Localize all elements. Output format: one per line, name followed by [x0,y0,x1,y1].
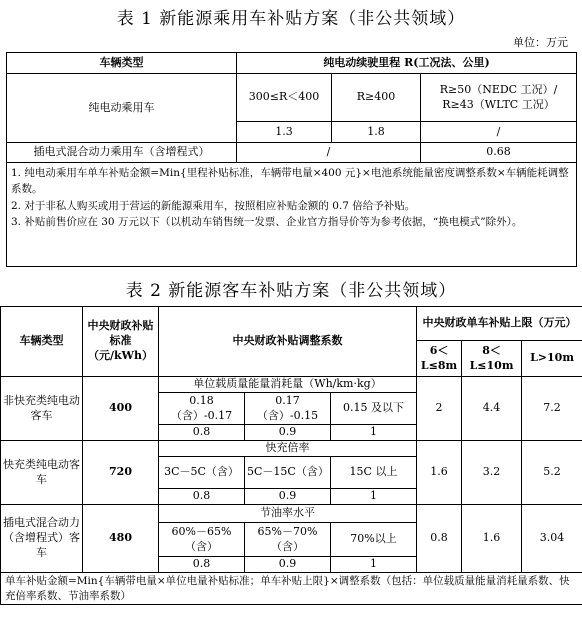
row0-l3: 7.2 [522,377,582,441]
row1-l2: 3.2 [462,441,522,505]
row2-type: 插电式混合动力（含增程式）客车 [1,505,83,573]
row0-l2: 4.4 [462,377,522,441]
row1-c3: 15C 以上 [331,457,417,489]
phev-label: 插电式混合动力乘用车（含增程式） [7,143,237,163]
range-col2: R≥400 [332,74,421,122]
row2-coef-title: 节油率水平 [159,505,417,523]
row1-type: 快充类纯电动客车 [1,441,83,505]
phev-val2: 0.68 [421,143,577,163]
row1-c1: 3C－5C（含） [159,457,245,489]
h-coef: 中央财政补贴调整系数 [159,307,417,377]
phev-val1: / [237,143,421,163]
table2 [0,306,582,605]
range-col1: 300≤R＜400 [237,74,332,122]
bev-val3: / [421,122,577,143]
row0-c1: 0.18（含）-0.17 [159,393,245,425]
table1-unit: 单位：万元 [513,36,568,49]
range-col3 [421,74,577,122]
row0-f2: 0.9 [245,425,331,441]
row0-standard: 400 [83,377,159,441]
note-3: 3. 补贴前售价应在 30 万元以下（以机动车销售统一发票、企业官方指导价等为参考依据，“换电模式”除外）。 [11,215,523,228]
table1-notes [7,163,577,267]
row2-f1: 0.8 [159,557,245,573]
header-vehicle-type: 车辆类型 [7,53,237,74]
range-col3-line1: R≥50（NEDC 工况）/ [439,82,558,96]
row0-l1: 2 [417,377,462,441]
bev-label: 纯电动乘用车 [7,74,237,143]
row1-c2: 5C－15C（含） [245,457,331,489]
row1-l3: 5.2 [522,441,582,505]
row2-f2: 0.9 [245,557,331,573]
row1-coef-title: 快充倍率 [159,441,417,457]
row0-c2: 0.17（含）-0.15 [245,393,331,425]
row0-f3: 1 [331,425,417,441]
row1-f3: 1 [331,489,417,505]
bev-val1: 1.3 [237,122,332,143]
row0-type: 非快充类纯电动客车 [1,377,83,441]
row2-f3: 1 [331,557,417,573]
table1-title: 表 1 新能源乘用车补贴方案（非公共领域） [116,9,466,29]
bev-val2: 1.8 [332,122,421,143]
row1-f2: 0.9 [245,489,331,505]
h-standard: 中央财政补贴标准（元/kWh） [83,307,159,377]
row2-l3: 3.04 [522,505,582,573]
row1-standard: 720 [83,441,159,505]
note-1: 1. 纯电动乘用车单车补贴金额=Min{里程补贴标准，车辆带电量×400 元}×电池系统能量密度调整系数×车辆能耗调整系数。 [11,167,569,196]
table1 [6,52,577,267]
table2-title: 表 2 新能源客车补贴方案（非公共领域） [125,281,457,301]
table2-note: 单车补贴金额=Min{车辆带电量×单位电量补贴标准；单车补贴上限}×调整系数（包括：单位载质量能量消耗量系数、快充倍率系数、节油率系数） [1,573,582,605]
row1-f1: 0.8 [159,489,245,505]
h-len3: L>10m [522,341,582,377]
h-vehicle-type: 车辆类型 [1,307,83,377]
row2-l1: 0.8 [417,505,462,573]
row0-f1: 0.8 [159,425,245,441]
row2-standard: 480 [83,505,159,573]
row2-c3: 70%以上 [331,523,417,557]
row2-l2: 1.6 [462,505,522,573]
row0-coef-title: 单位载质量能量消耗量（Wh/km·kg） [159,377,417,393]
h-len2: 8＜L≤10m [462,341,522,377]
row2-c2: 65%－70%（含） [245,523,331,557]
row2-c1: 60%－65%（含） [159,523,245,557]
row1-l1: 1.6 [417,441,462,505]
range-col3-line2: R≥43（WLTC 工况） [442,97,555,111]
h-len1: 6＜L≤8m [417,341,462,377]
header-range: 纯电动续驶里程 R(工况法、公里) [237,53,577,74]
row0-c3: 0.15 及以下 [331,393,417,425]
note-2: 2. 对于非私人购买或用于营运的新能源乘用车，按照相应补贴金额的 0.7 倍给予补贴。 [11,199,416,212]
h-limit: 中央财政单车补贴上限（万元） [417,307,582,341]
